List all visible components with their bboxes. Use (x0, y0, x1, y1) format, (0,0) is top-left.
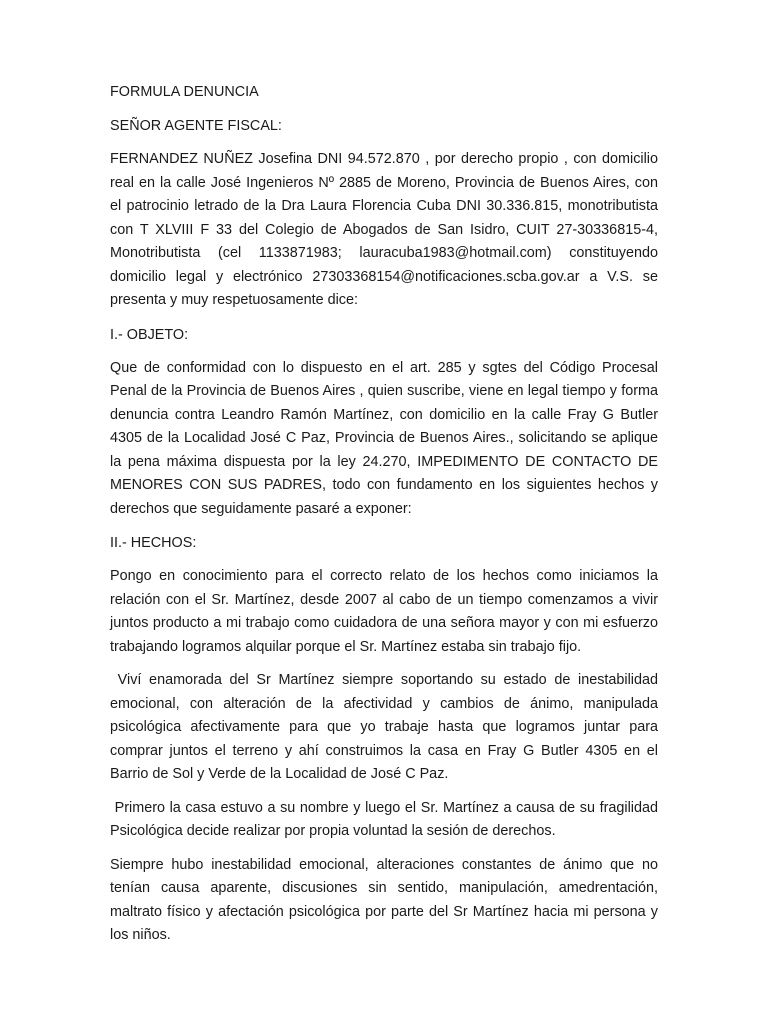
hechos-paragraph-1: Pongo en conocimiento para el correcto relato de los hechos como iniciamos la relación con el Sr. Martínez, desde 2007 al cabo de un tiempo comenzamos a vivir juntos producto a mi trabajo como cuidadora de una señora mayor y con mi esfuerzo trabajando logramos alquilar porque el Sr. Martínez estaba sin trabajo fijo. (110, 568, 658, 655)
section-objeto-heading: I.- OBJETO: (110, 326, 189, 343)
hechos-paragraph-4: Siempre hubo inestabilidad emocional, alteraciones constantes de ánimo que no tenían causa aparente, discusiones sin sentido, manipulación, amedrentación, maltrato físico y afectación psicológica por parte del Sr Martínez hacia mi persona y los niños. (110, 856, 658, 943)
intro-paragraph: FERNANDEZ NUÑEZ Josefina DNI 94.572.870 , por derecho propio , con domicilio real en la calle José Ingenieros Nº 2885 de Moreno, Provincia de Buenos Aires, con el patrocinio letrado de la Dra Laura Florencia Cuba DNI 30.336.815, monotributista con T XLVIII F 33 del Colegio de Abogados de San Isidro, CUIT 27-30336815-4, Monotributista (cel 1133871983; lauracuba1983@hotmail.com) constituyendo domicilio legal y electrónico 27303368154@notificaciones.scba.gov.ar a V.S. se presenta y muy respetuosamente dice: (110, 151, 658, 308)
section-hechos-heading: II.- HECHOS: (110, 535, 197, 551)
salutation: SEÑOR AGENTE FISCAL: (110, 118, 282, 134)
hechos-paragraph-2: Viví enamorada del Sr Martínez siempre soportando su estado de inestabilidad emocional, con alteración de la afectividad y cambios de ánimo, manipulada psicológica afectivamente para que yo trabaje hasta que logramos juntar para comprar juntos el terreno y ahí construimos la casa en Fray G Butler 4305 en el Barrio de Sol y Verde de la Localidad de José C Paz. (110, 672, 663, 782)
document-title: FORMULA DENUNCIA (110, 84, 259, 100)
document-page (110, 80, 663, 958)
section-objeto-paragraph: Que de conformidad con lo dispuesto en el art. 285 y sgtes del Código Procesal Penal de la Provincia de Buenos Aires , quien suscribe, viene en legal tiempo y forma denuncia contra Leandro Ramón Martínez, con domicilio en la calle Fray G Butler 4305 de la Localidad José C Paz, Provincia de Buenos Aires., solicitando se aplique la pena máxima dispuesta por la ley 24.270, IMPEDIMENTO DE CONTACTO DE MENORES CON SUS PADRES, todo con fundamento en los siguientes hechos y derechos que seguidamente pasaré a exponer: (110, 359, 658, 517)
hechos-paragraph-3: Primero la casa estuvo a su nombre y luego el Sr. Martínez a causa de su fragilidad Psicológica decide realizar por propia voluntad la sesión de derechos. (110, 799, 663, 839)
